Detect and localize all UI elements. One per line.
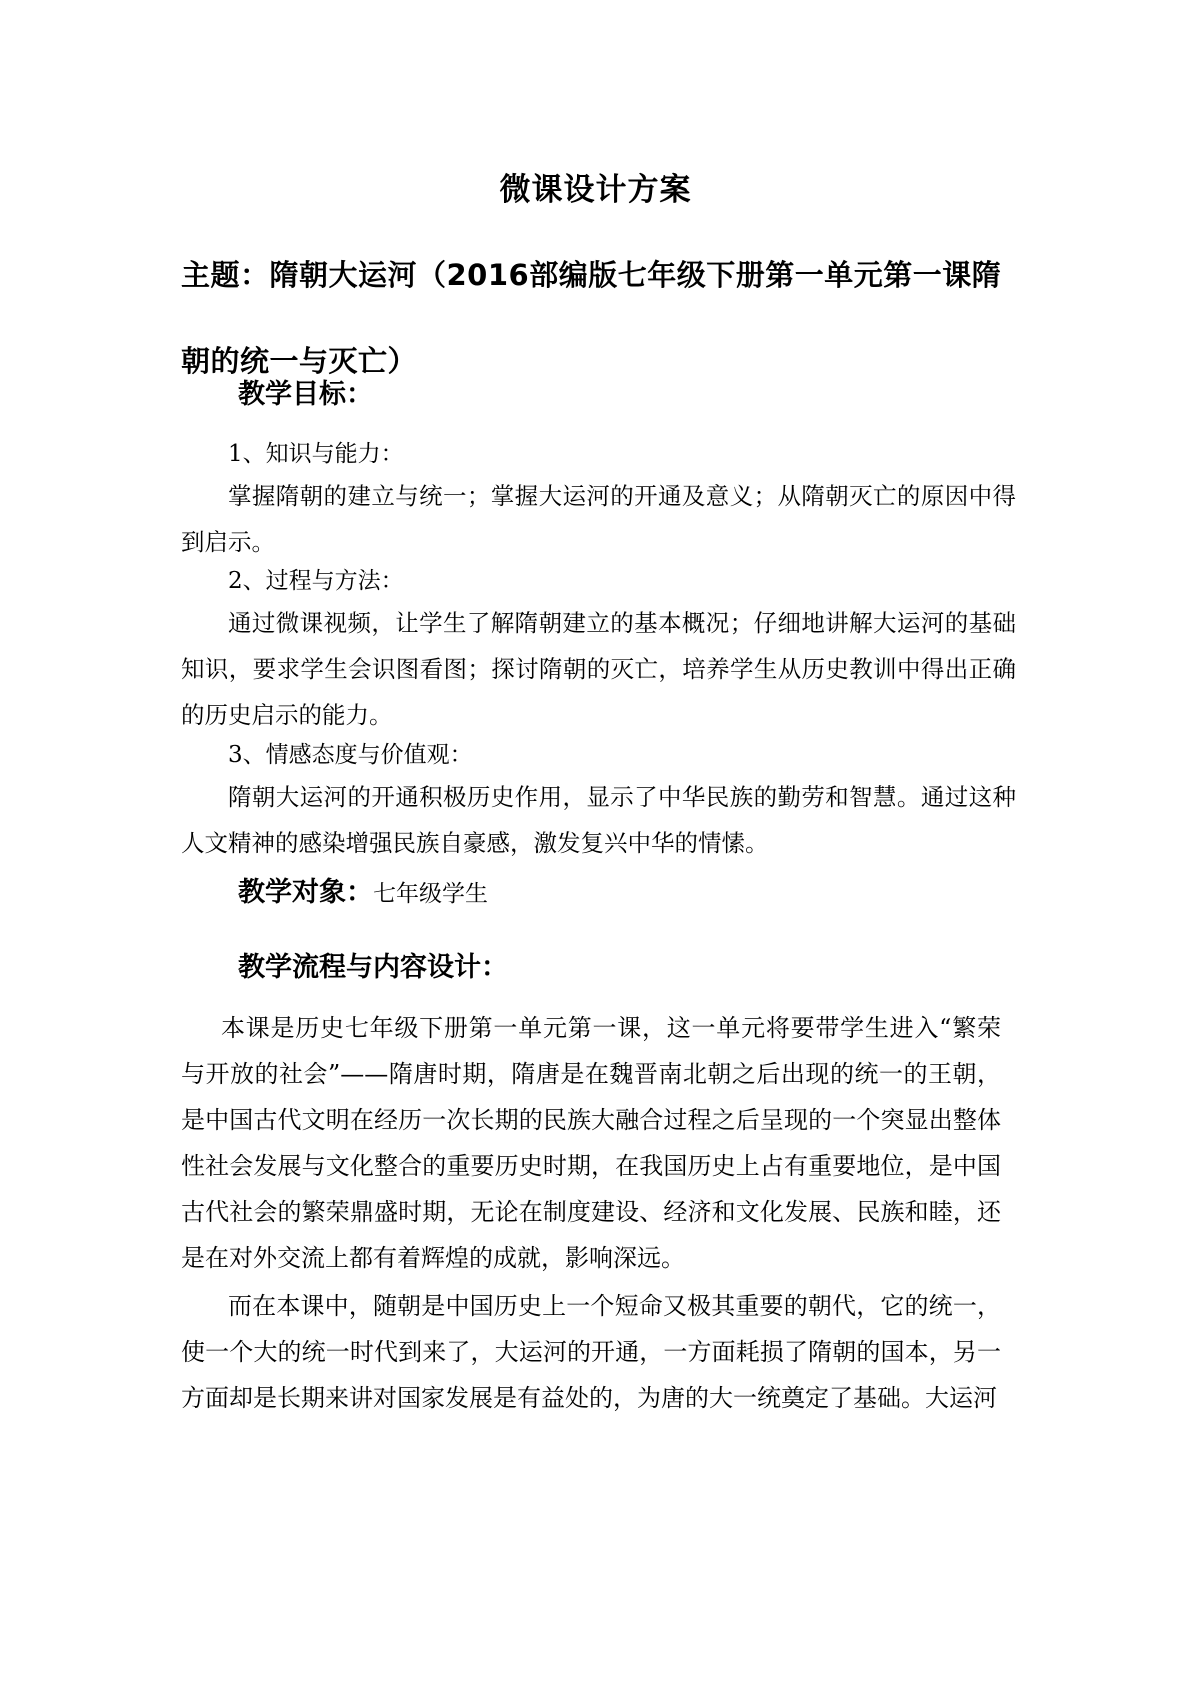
document-title: 微课设计方案 bbox=[499, 172, 692, 208]
objective-text-attitude: 隋朝大运河的开通积极历史作用，显示了中华民族的勤劳和智慧。通过这种人文精神的感染增强民族自豪感，激发复兴中华的情愫。 bbox=[181, 783, 1016, 857]
objective-label-attitude: 3、情感态度与价值观： bbox=[228, 742, 473, 768]
audience-label: 教学对象： bbox=[238, 877, 373, 908]
process-paragraph-2: 而在本课中，随朝是中国历史上一个短命又极其重要的朝代，它的统一，使一个大的统一时代到来了，大运河的开通，一方面耗损了隋朝的国本，另一方面却是长期来讲对国家发展是有益处的，为唐的大一统奠定了基础。大运河 bbox=[181, 1292, 1001, 1412]
audience-value: 七年级学生 bbox=[373, 881, 488, 907]
process-heading: 教学流程与内容设计： bbox=[238, 952, 508, 983]
objective-text-process: 通过微课视频，让学生了解隋朝建立的基本概况；仔细地讲解大运河的基础知识，要求学生会识图看图；探讨隋朝的灭亡，培养学生从历史教训中得出正确的历史启示的能力。 bbox=[181, 609, 1016, 729]
objective-text-knowledge: 掌握隋朝的建立与统一；掌握大运河的开通及意义；从隋朝灭亡的原因中得到启示。 bbox=[181, 482, 1016, 556]
objective-label-knowledge: 1、知识与能力： bbox=[228, 441, 404, 467]
objectives-heading: 教学目标： bbox=[238, 379, 373, 410]
topic-line: 主题：隋朝大运河（2016部编版七年级下册第一单元第一课隋朝的统一与灭亡） bbox=[181, 258, 1002, 378]
objective-label-process: 2、过程与方法： bbox=[228, 568, 404, 594]
process-paragraph-1: 本课是历史七年级下册第一单元第一课，这一单元将要带学生进入“繁荣与开放的社会”——隋唐时期，隋唐是在魏晋南北朝之后出现的统一的王朝，是中国古代文明在经历一次长期的民族大融合过程之后呈现的一个突显出整体性社会发展与文化整合的重要历史时期，在我国历史上占有重要地位，是中国古代社会的繁荣鼎盛时期，无论在制度建设、经济和文化发展、民族和睦，还是在对外交流上都有着辉煌的成就，影响深远。 bbox=[181, 1014, 1001, 1272]
audience-heading bbox=[238, 875, 488, 912]
